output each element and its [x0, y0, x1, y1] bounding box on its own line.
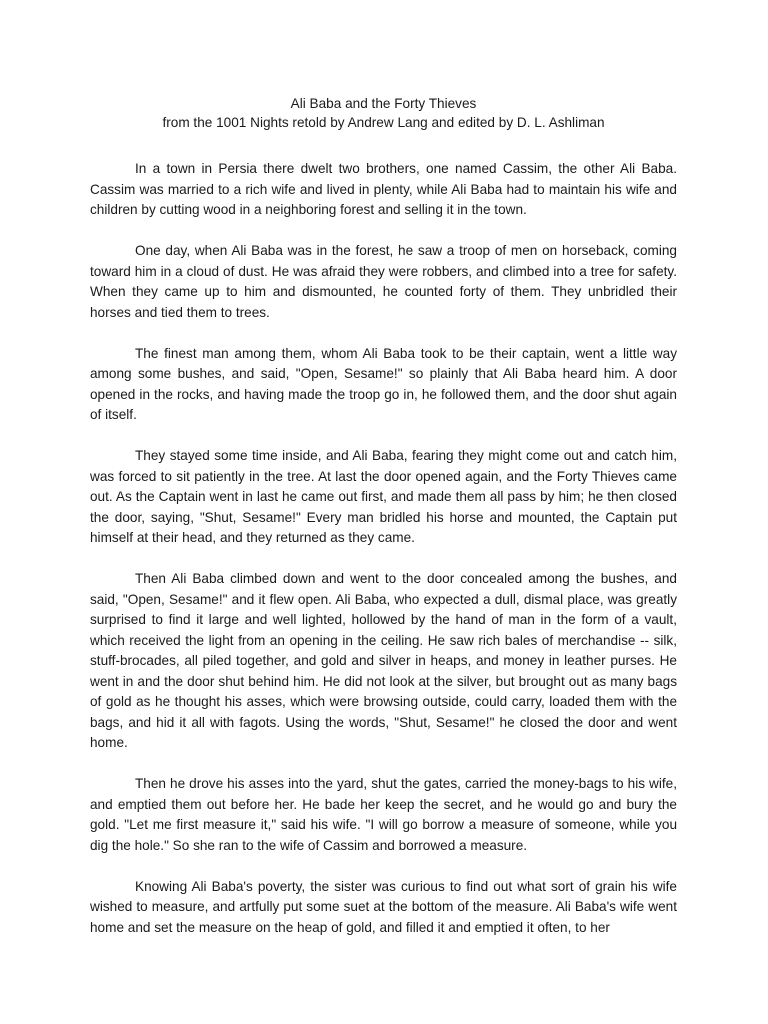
- paragraph-3: The finest man among them, whom Ali Baba took to be their captain, went a little way among some bushes, and said, "Open, Sesame!" so plainly that Ali Baba heard him. A door opened in the rocks, and having made the troop go in, he followed them, and the door shut again of itself.: [90, 345, 677, 422]
- document-subtitle: from the 1001 Nights retold by Andrew Lang and edited by D. L. Ashliman: [162, 115, 605, 130]
- document-title: Ali Baba and the Forty Thieves: [290, 96, 477, 111]
- document-body: [90, 94, 677, 959]
- paragraph-1: In a town in Persia there dwelt two brothers, one named Cassim, the other Ali Baba. Cassim was married to a rich wife and lived in plenty, while Ali Baba had to maintain his wife and children by cutting wood in a neighboring forest and selling it in the town.: [90, 161, 677, 217]
- paragraph-7: Knowing Ali Baba's poverty, the sister was curious to find out what sort of grain his wife wished to measure, and artfully put some suet at the bottom of the measure. Ali Baba's wife went home and set the measure on the heap of gold, and filled it and emptied it often, to her: [90, 878, 677, 935]
- paragraph-6: Then he drove his asses into the yard, shut the gates, carried the money-bags to his wife, and emptied them out before her. He bade her keep the secret, and he would go and bury the gold. "Let me first measure it," said his wife. "I will go borrow a measure of someone, while you dig the hole." So she ran to the wife of Cassim and borrowed a measure.: [90, 776, 677, 853]
- paragraph-5: Then Ali Baba climbed down and went to the door concealed among the bushes, and said, "Open, Sesame!" and it flew open. Ali Baba, who expected a dull, dismal place, was greatly surprised to find it large and well lighted, hollowed by the hand of man in the form of a vault, which received the light from an opening in the ceiling. He saw rich bales of merchandise -- silk, stuff-brocades, all piled together, and gold and silver in heaps, and money in leather purses. He went in and the door shut behind him. He did not look at the silver, but brought out as many bags of gold as he thought his asses, which were browsing outside, could carry, loaded them with the bags, and hid it all with fagots. Using the words, "Shut, Sesame!" he closed the door and went home.: [90, 571, 677, 750]
- paragraph-4: They stayed some time inside, and Ali Baba, fearing they might come out and catch him, was forced to sit patiently in the tree. At last the door opened again, and the Forty Thieves came out. As the Captain went in last he came out first, and made them all pass by him; he then closed the door, saying, "Shut, Sesame!" Every man bridled his horse and mounted, the Captain put himself at their head, and they returned as they came.: [90, 448, 677, 545]
- title-block: [90, 94, 677, 132]
- paragraph-2: One day, when Ali Baba was in the forest, he saw a troop of men on horseback, coming toward him in a cloud of dust. He was afraid they were robbers, and climbed into a tree for safety. When they came up to him and dismounted, he counted forty of them. They unbridled their horses and tied them to trees.: [90, 243, 677, 320]
